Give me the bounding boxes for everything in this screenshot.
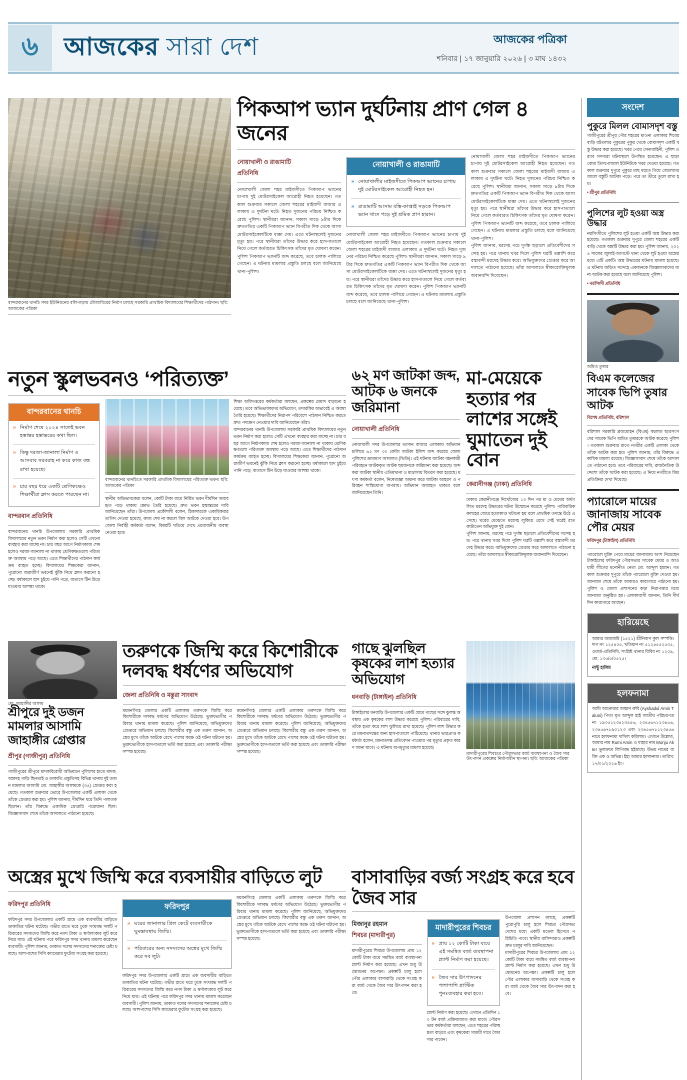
compost-body-1: মাদারীপুরের শিবচর উপজেলায় প্রায় ১২ কোটি টাকা ব্যয়ে সমন্বিত বর্জ্য ব্যবস্থাপনা প্ল্যান্ট নির্মাণ করা হয়েছে। এখন শুধু উদ্বোধনের অপেক্ষা। প্রকল্পটি চালু হলে পৌর এলাকার বাসাবাড়ি থেকে সংগ্রহ করা বর্জ্য থেকে জৈব সার উৎপাদন করা হবে। [351,948,422,995]
rail-item-2-source: • নরসিংদী প্রতিনিধি [586,280,621,286]
loot-bullet-box-header: ফরিদপুর [123,900,230,917]
divider [105,492,228,493]
school-col-3 [234,399,346,590]
vp-byline: বিশেষ প্রতিনিধি, বরিশাল [586,414,629,420]
compost-byline-location: শিবচর (মাদারীপুর) [351,933,395,940]
lead-bullet-box [346,157,466,227]
jatka-byline [352,424,461,435]
loot-bullet-box [122,899,231,969]
masthead [8,22,679,72]
divider [8,765,117,766]
rail-item-2-title: পুলিশের লুট হওয়া অস্ত্র উদ্ধার [586,208,665,229]
compost-photo-block [466,641,575,868]
compost-body-3: উপজেলা প্রশাসন বলছে, প্রকল্পটি পুরোপুরি চালু হলে শিবচর পৌরসভা দেশের মধ্যে একটি মডেল হিসেবে পরিচিতি পাবে। স্থানীয় বাসিন্দারাও প্রকল্পটি দ্রুত চালুর দাবি জানিয়েছেন। [505,915,575,948]
loot-col-3 [237,895,346,1015]
hostage-columns [123,708,346,756]
loot-body-1: ফরিদপুর সদর উপজেলার একটি গ্রামে এক ব্যবসায়ীর বাড়িতে ডাকাতির ঘটনা ঘটেছে। গভীর রাতে ঘরে ঢুকে সংঘবদ্ধ দলটি পরিবারের সদস্যদের জিম্মি করে নগদ টাকা ও স্বর্ণালংকার লুট করে নিয়ে যায়। এই ঘটনায় পরে ফরিদপুর সদর থানায় মামলা করেছেন ব্যবসায়ী। পুলিশ জানায়, ডাকাত দলের সদস্যদের শনাক্তের চেষ্টা চলছে। আশপাশের সিসি ক্যামেরার ফুটেজ সংগ্রহ করা হয়েছে। [8,916,118,957]
compost-bullet-box [427,919,500,1005]
hostage-headline: তরুণকে জিম্মি করে কিশোরীকে দলবদ্ধ ধর্ষণের অভিযোগ [122,640,338,682]
school-photo-caption: বান্দরবানের থানচিতে সরকারি প্রাথমিক বিদ্যালয়ের পরিত্যক্ত ভবন। ছবি: আজকের পত্রিকা [105,477,229,488]
divider [587,293,679,295]
classroom-photo-caption: বান্দরবানের থানচি সদর ইউনিয়নের বলিপাড়ায় মৌজাবিয়ের নির্মাণ চলছে সরকারি প্রাথমিক বিদ্যালয়ের শিক্ষার্থীদের পাঠদান। ছবি: আজকের পত্রিকা [8,300,228,311]
lead-columns [237,153,575,306]
compost-plant-photo [466,641,575,749]
parole-byline-role: প্রতিনিধি [619,537,635,543]
rail-parole-story [587,496,679,607]
masthead-date: শনিবার | ১৭ জানুয়ারি ২০২৬ | ৩ মাঘ ১৪৩২ [436,56,567,63]
parole-byline [587,538,679,545]
lost-notice-box [587,613,679,678]
divider [8,891,346,892]
loot-headline: অস্ত্রের মুখে জিম্মি করে ব্যবসায়ীর বাড়িতে লুট [8,867,322,888]
farmer-byline-location: ধনবাড়ি (টাঙ্গাইল) [351,695,394,702]
divider [123,704,346,705]
murder-body-2: পুলিশ জানায়, মরদেহ পচে দুর্গন্ধ ছড়ালে প্রতিবেশীদের সন্দেহ হয়। পরে থানায় খবর দিলে পুলিশ ঘরটি তল্লাশি করে বস্তাবন্দী মরদেহ উদ্ধার করে। অভিযুক্তদের গ্রেপ্তার করে আদালতে পাঠানো হয়েছে। তাঁরা আদালতে স্বীকারোক্তিমূলক জবানবন্দি দিয়েছেন। [466,531,575,557]
murder-byline-location: কেরানীগঞ্জ (ঢাকা) [466,481,510,488]
farmer-byline-role: প্রতিনিধি [395,695,417,702]
rail-item-1-body: গাজীপুরের শ্রীপুর পৌর শহরের মাওনা এলাকার শিবের বাড়ি বটতলার পুকুরের পুকুর থেকে বোমাসদৃশ একটি বস্তু উদ্ধার করা হয়েছে। খবর পেয়ে সেনাবাহিনী, পুলিশ ও র‍্যাব সদস্যরা ঘটনাস্থলে উপস্থিত হয়েছেন। এ ছাড়া বোমা ডিসপোজাল ইউনিটকে খবর দেওয়া হয়েছে। গতকাল শুক্রবার দুপুরে পুকুরে মাছ ধরতে গিয়ে জেলেদের জালে বস্তুটি আটকা পড়ে। পরে তা তীরে তুলে রাখা হয়। [586,133,679,187]
lead-bullet-box-header: নোয়াখালী ও রাঙামাটি [347,158,465,175]
divider [587,425,679,426]
compost-col-2 [427,915,500,1044]
divider [8,395,346,396]
rail-item-2 [587,208,679,288]
loot-columns [8,895,346,1015]
sripur-headline: শ্রীপুরে দুই ডজন মামলার আসামি জাহাঙ্গীর গ্রেপ্তার [8,705,86,747]
divider [237,149,575,150]
school-bullet-list [9,421,99,505]
lead-col-1 [237,153,341,306]
vp-photo-caption: অমিত তুষার [586,363,609,369]
lead-body-1: নোয়াখালী জেলা শহর মাইজদীতে পিকআপ ভ্যানের চাপায় দুই মোটরসাইকেল আরোহী নিহত হয়েছেন। গতকাল শুক্রবার সকালে জেলা শহরের মাইজদী বাজার এলাকায় এ দুর্ঘটনা ঘটে। নিহত দুজনের পরিচয় নিশ্চিত করেছে পুলিশ। স্থানীয়রা জানান, সকাল সাড়ে ৯টার দিকে দ্রুতগতির একটি পিকআপ ভ্যান বিপরীত দিক থেকে আসা মোটরসাইকেলটিকে ধাক্কা দেয়। এতে ঘটনাস্থলেই দুজনের মৃত্যু হয়। পরে স্থানীয়রা তাঁদের উদ্ধার করে হাসপাতালে নিয়ে গেলে কর্তব্যরত চিকিৎসক তাঁদের মৃত ঘোষণা করেন। পুলিশ পিকআপ ভ্যানটি জব্দ করেছে, তবে চালক পালিয়ে গেছেন। এ ঘটনায় মামলার প্রস্তুতি চলছে বলে জানিয়েছে থানা-পুলিশ। [237,186,342,274]
school-byline [8,511,100,522]
newspaper-page [0,22,687,1080]
divider [587,202,679,203]
compost-headline: বাসাবাড়ির বর্জ্য সংগ্রহ করে হবে জৈব সার [351,867,575,908]
list-item: » পরিবারের অন্য সদস্যদের অস্ত্রের মুখে জিম্মি করে সব লুট। [127,940,226,961]
compost-body-4: মাদারীপুরের শিবচর উপজেলায় প্রায় ১২ কোটি টাকা ব্যয়ে সমন্বিত বর্জ্য ব্যবস্থাপনা প্ল্যান্ট নির্মাণ করা হয়েছে। এখন শুধু উদ্বোধনের অপেক্ষা। প্রকল্পটি চালু হলে পৌর এলাকার বাসাবাড়ি থেকে সংগ্রহ করা বর্জ্য থেকে জৈব সার উৎপাদন করা হবে। [505,949,575,996]
lead-byline-location: নোয়াখালী ও রাঙামাটি [237,159,292,166]
farmer-story [352,641,461,868]
lead-bullet-list [347,175,465,226]
loot-byline [8,899,117,910]
rail-vp-story [587,300,679,484]
lead-col-3 [471,153,575,306]
loot-col-2 [122,895,231,1015]
lead-col-2 [346,153,466,306]
divider [466,493,575,494]
school-bullet-box-header: বান্দরবানের থানচি [9,404,99,421]
divider [352,911,575,912]
sripur-byline [8,751,117,762]
sripur-byline-role: প্রতিনিধি [49,754,71,761]
farmer-byline [352,692,461,703]
divider [352,438,461,439]
content-grid [8,98,679,1080]
compost-col-3 [505,915,575,1044]
jatka-byline-location: নোয়াখালী প্রতিনিধি [351,427,400,434]
school-columns [8,399,346,590]
school-body-1: বান্দরবানের থানচি উপজেলায় সরকারি প্রাথমিক বিদ্যালয়ের নতুন ভবন নির্মাণ করা হলেও সেটি এখনো ব্যবহার করা যাচ্ছে না। চার বছর আগে নির্মাণকাজ শেষ হলেও দরজা-জানালা না থাকায় শ্রেণিকক্ষগুলো পরিত্যক্ত অবস্থায় পড়ে আছে। এতে শিক্ষার্থীদের পাঠদান কার্যক্রম ব্যাহত হচ্ছে। বিদ্যালয়ের শিক্ষকেরা জানান, পুরোনো জরাজীর্ণ ভবনেই ঝুঁকি নিয়ে ক্লাস করানো হচ্ছে। বর্ষাকালে ছাদ চুইয়ে পানি পড়ে, বাতাসে টিন উড়ে যাওয়ার আশঙ্কা থাকে। [8,528,101,589]
list-item: » রাঙামাটি আসাম বস্তি-কাপ্তাই সড়কে পিকআপ ভ্যান খাদে পড়ে দুই শ্রমিক প্রাণ হারান। [351,198,461,219]
list-item: » ঘরের জানালার গ্রিল কেটে ব্যবসায়ীকে ঘুমন্তাবস্থায় জিম্মি। [127,920,226,936]
divider [352,944,422,945]
rail-item-1-title: পুকুরে মিলল বোমাসদৃশ বস্তু [586,121,678,131]
compost-col-1 [352,915,422,1044]
school-headline: নতুন স্কুলভবনও ‘পরিত্যক্ত’ [8,368,229,392]
divider [8,525,100,526]
sripur-story [8,641,117,868]
lead-photo-block [8,98,231,368]
list-item: » নোয়াখালীর মাইজদীতে পিকআপ ভ্যানের চাপায় দুই মোটরসাইকেল আরোহী নিহত হন। [351,178,461,194]
loot-col-1 [8,895,117,1015]
loot-body-2: ফরিদপুর সদর উপজেলার একটি গ্রামে এক ব্যবসায়ীর বাড়িতে ডাকাতির ঘটনা ঘটেছে। গভীর রাতে ঘরে ঢুকে সংঘবদ্ধ দলটি পরিবারের সদস্যদের জিম্মি করে নগদ টাকা ও স্বর্ণালংকার লুট করে নিয়ে যায়। এই ঘটনায় পরে ফরিদপুর সদর থানায় মামলা করেছেন ব্যবসায়ী। পুলিশ জানায়, ডাকাত দলের সদস্যদের শনাক্তের চেষ্টা চলছে। আশপাশের সিসি ক্যামেরার ফুটেজ সংগ্রহ করা হয়েছে। [122,973,232,1013]
vp-portrait-photo [587,300,679,362]
lead-byline [237,157,341,179]
divider [466,474,575,475]
lead-headline: পিকআপ ভ্যান দুর্ঘটনায় প্রাণ গেল ৪ জনের [237,98,529,145]
loot-story [8,867,346,1080]
school-bullet-box [8,403,100,506]
page-title [64,27,259,70]
lead-body-4: পুলিশ জানায়, মরদেহ পচে দুর্গন্ধ ছড়ালে প্রতিবেশীদের সন্দেহ হয়। পরে থানায় খবর দিলে পুলিশ ঘরটি তল্লাশি করে বস্তাবন্দী মরদেহ উদ্ধার করে। অভিযুক্তদের গ্রেপ্তার করে আদালতে পাঠানো হয়েছে। তাঁরা আদালতে স্বীকারোক্তিমূলক জবানবন্দি দিয়েছেন। [470,243,575,278]
murder-body-1: ঢাকার কেরানীগঞ্জে নিখোঁজের ১৩ দিন পর মা ও মেয়ের অর্ধগলিত মরদেহ উদ্ধারের ঘটনা উন্মোচন করেছে পুলিশ। পারিবারিক কলহের জেরে হত্যাকাণ্ড ঘটানো হয় বলে প্রাথমিক তদন্তে উঠে এসেছে। ঘরের মেঝেতে মরদেহ লুকিয়ে রেখে সেই ঘরেই রাত কাটাতেন অভিযুক্ত দুই বোন। [466,496,575,530]
compost-bullet-list [428,937,499,1004]
masthead-meta [437,31,679,65]
compost-photo-caption: মাদারীপুরের শিবচরে পৌরসভার বর্জ্য ব্যবস্থাপনা ও জৈব সার উৎপাদন প্রকল্পের নির্মাণাধীন স্থাপনা। ছবি: আজকের পত্রিকা [466,750,570,762]
murder-byline-role: প্রতিনিধি [510,481,532,488]
list-item: » প্রায় ১২ কোটি টাকা ব্যয়ে এই সমন্বিত বর্জ্য ব্যবস্থাপনা প্ল্যান্ট নির্মাণ করা হয়েছে। [432,940,495,964]
murder-story [466,368,575,640]
compost-columns [352,915,575,1044]
affidavit-body-wrap [588,706,678,772]
divider [8,913,117,914]
vp-body: বরিশাল সরকারি ব্রজমোহন (বিএম) কলেজ ছাত্রসংসদের সাবেক ভিপি অমিত তুষারকে আটক করেছে পুলিশ। গতকাল শুক্রবার রাতে নগরীর একটি এলাকা থেকে তাঁকে আটক করা হয়। পুলিশ জানায়, তাঁর বিরুদ্ধে একাধিক মামলা রয়েছে। জিজ্ঞাসাবাদ শেষে তাঁকে আদালতে পাঠানো হবে। তবে পরিবারের দাবি, রাজনৈতিক উদ্দেশ্যে তাঁকে আটক করা হয়েছে। এ নিয়ে নগরীতে মিশ্র প্রতিক্রিয়া দেখা দিয়েছে। [586,428,679,483]
divider [8,314,231,315]
rail-item-1 [587,121,679,197]
school-body-2: স্থানীয় অভিভাবকেরা বলেন, কোটি টাকা ব্যয়ে নির্মিত ভবন দীর্ঘদিন অব্যবহৃত পড়ে থাকায় ক্ষোভ তৈরি হয়েছে। দ্রুত ভবন হস্তান্তরের দাবি জানিয়েছেন তাঁরা। উপজেলা প্রকৌশলী বলেন, ঠিকাদারকে একাধিকবার তাগিদ দেওয়া হয়েছে, কাজ শেষ না করলে বিল আটকে দেওয়া হবে। উপজেলা নির্বাহী কর্মকর্তা বলেন, বিষয়টি খতিয়ে দেখে প্রয়োজনীয় ব্যবস্থা নেওয়া হবে। [105,495,229,536]
right-rail [581,98,679,1080]
school-body-4: বান্দরবানের থানচি উপজেলায় সরকারি প্রাথমিক বিদ্যালয়ের নতুন ভবন নির্মাণ করা হলেও সেটি এখনো ব্যবহার করা যাচ্ছে না। চার বছর আগে নির্মাণকাজ শেষ হলেও দরজা-জানালা না থাকায় শ্রেণিকক্ষগুলো পরিত্যক্ত অবস্থায় পড়ে আছে। এতে শিক্ষার্থীদের পাঠদান কার্যক্রম ব্যাহত হচ্ছে। বিদ্যালয়ের শিক্ষকেরা জানান, পুরোনো জরাজীর্ণ ভবনেই ঝুঁকি নিয়ে ক্লাস করানো হচ্ছে। বর্ষাকালে ছাদ চুইয়ে পানি পড়ে, বাতাসে টিন উড়ে যাওয়ার আশঙ্কা থাকে। [233,426,346,474]
compost-bullet-box-header: মাদারীপুরের শিবচর [428,920,499,937]
affidavit-body: আমি আনোয়ার জাহান রুবি (Ayshadul Amin Taluni) পিতা মৃত আব্দুল হাই জাতীয় পরিচয়পত্র নং ১৯৩৫১২৩৪২৩৪৫৬, ২৩৪৫৬৭১২৩৪৫৬, ২৩৪৫৬৭৮৯০১২৩ এবং ২৩৪৫৬৭৮১২৩৪৫৬ নামে হলফনামা দাখিল করিলাম। এখানে উল্লেখ্য, আমার নাম Rumi Amin ও যাহার নাম Monju Akter ভুলক্রমে লিপিবদ্ধ হইয়াছে। উভয় নামের ব্যক্তি এক ও অভিন্ন। ইহা আমার হলফনামা। তারিখ: ১৭/০১/২০২৬ ইং। [591,706,674,767]
lost-notice-body: আমার জমাজমি (১৫২১) শ্রীনিবাস কুল সম্পত্তি। দাগ নং ১২৫৪০৫, খতিয়ান নং ৫১২৪৫৫২৫০৫, ওয়ার্ড-প্রতিনিধি, সংশ্লিষ্ট থানার বিবিধ নং ১২০৯, মো. ১৩৫/৫/০৫২৫। [591,635,674,662]
sripur-portrait-photo [8,641,117,699]
masthead-title-thin: সারা দেশ [166,32,259,61]
parole-byline-location: ফরিদপুর (টাঙ্গাইল) [586,537,619,543]
hostage-byline [123,690,346,701]
page-number-badge: ৬ [8,25,52,71]
jatka-story [352,368,461,640]
divider [587,548,679,549]
jatka-body: নোয়াখালী সদর উপজেলার ভাসান বাজার এলাকায় অভিযান চালিয়ে ৬২ মণ ৩০ কেজি জাটকা ইলিশ জব্দ করেছে জেলা পুলিশের ভ্রাম্যমাণ আদালত (ভিডি)। এই ঘটনায় জাটকা বহনকারী পরিবহনে আটককৃত আটক ছয়জনকে জরিমানা করা হয়েছে। জব্দ করা জাটকা স্থানীয় এতিমখানা ও মাদ্রাসায় বিতরণ করা হয়েছে। মৎস্য কর্মকর্তা বলেন, নিষেধাজ্ঞা অমান্য করে জাটকা আহরণ ও পরিবহন শাস্তিযোগ্য অপরাধ। অভিযান অব্যাহত থাকবে বলে জানিয়েছেন তিনি। [351,442,461,496]
hostage-body-1: ময়মনসিংহ জেলার একটি এলাকায় তরুণকে জিম্মি করে কিশোরীকে দলবদ্ধ ধর্ষণের অভিযোগ উঠেছে। ভুক্তভোগীর পরিবার থানায় মামলা করেছে। পুলিশ জানিয়েছে, অভিযুক্তদের গ্রেপ্তারে অভিযান চলছে। কিশোরীর বন্ধু এক তরুণ জানান, অস্ত্রের মুখে তাঁকে আটকে রেখে পাশের কক্ষে ওই ঘটনা ঘটানো হয়। ভুক্তভোগীকে হাসপাতালে ভর্তি করা হয়েছে এবং ডাক্তারি পরীক্ষা সম্পন্ন হয়েছে। [122,707,232,754]
divider [352,706,461,707]
compost-byline [352,919,422,941]
murder-headline: মা-মেয়েকে হত্যার পর লাশের সঙ্গেই ঘুমাতেন দুই বোন [466,368,557,471]
school-col-2 [105,399,228,590]
parole-body: প্যারোলে মুক্তি পেয়ে মায়ের জানাজায় অংশ নিয়েছেন টাঙ্গাইলের ফরিদপুর পৌরসভার সাবেক মেয়র ও আওয়ামী লীগের মনোনীত নেতা মো. আব্দুল হান্নান। গতকাল শুক্রবার দুপুরে তাঁকে প্যারোলে মুক্তি দেওয়া হয়। জানাজা শেষে তাঁকে আবারও কারাগারে পাঠানো হয়। পুলিশ ও জেলা প্রশাসনের কড়া নিরাপত্তার মধ্যে জানাজা অনুষ্ঠিত হয়। এলাকাবাসী জানান, তিনি দীর্ঘদিন কারাগারে আছেন। [586,551,679,605]
divider [123,685,346,686]
lost-notice-header: হারিয়েছে [588,614,678,633]
loot-bullet-list [123,917,230,968]
compost-story [352,867,575,1080]
lead-byline-role: প্রতিনিধি [237,170,259,177]
school-building-photo [105,399,228,475]
farmer-headline: গাছে ঝুলছিল কৃষকের লাশ হত্যার অভিযোগ [351,639,455,688]
sripur-body: গাজীপুরের শ্রীপুরে মাদকবিরোধী অভিযানে পুলিশের হাতে মাদক, অস্ত্রসহ গাড়ি ছিনতাই ও ডাকাতি প্রস্তুতিসহ বিভিন্ন থানায় দুই ডজন মামলার আসামি মো. জাহাঙ্গীর আলমকে (৩৫) গ্রেপ্তার করা হয়েছে। গতকাল শুক্রবার ভোরে উপজেলার একটি এলাকা থেকে তাঁকে গ্রেপ্তার করা হয়। পুলিশ জানায়, দীর্ঘদিন ধরে তিনি পলাতক ছিলেন। তাঁর বিরুদ্ধে একাধিক গ্রেপ্তারি পরোয়ানা ছিল। জিজ্ঞাসাবাদ শেষে তাঁকে আদালতে পাঠানো হয়েছে। [8,769,117,816]
rail-item-1-source: • শ্রীপুর প্রতিনিধি [586,190,616,196]
hostage-body-2: ময়মনসিংহ জেলার একটি এলাকায় তরুণকে জিম্মি করে কিশোরীকে দলবদ্ধ ধর্ষণের অভিযোগ উঠেছে। ভুক্তভোগীর পরিবার থানায় মামলা করেছে। পুলিশ জানিয়েছে, অভিযুক্তদের গ্রেপ্তারে অভিযান চলছে। কিশোরীর বন্ধু এক তরুণ জানান, অস্ত্রের মুখে তাঁকে আটকে রেখে পাশের কক্ষে ওই ঘটনা ঘটানো হয়। ভুক্তভোগীকে হাসপাতালে ভর্তি করা হয়েছে এবং ডাক্তারি পরীক্ষা সম্পন্ন হয়েছে। [236,707,346,754]
list-item: » কিন্তু দরজা-জানালা নির্মাণ ও আসবাব সরবরাহ না করে কাজ বন্ধ রাখা হয়েছে। [13,444,95,473]
hostage-story [123,641,346,868]
rail-header-songdesh: সংদেশ [587,98,679,117]
school-story [8,368,346,640]
vp-headline: বিএম কলেজের সাবেক ভিপি তুষার আটক [586,373,668,412]
hostage-byline-location: জেলা প্রতিনিধি ও মন্তুরা সাংবাদ [122,692,198,699]
divider [587,489,679,491]
masthead-rule [8,72,679,74]
lost-notice-body-wrap [588,636,678,677]
list-item: » জৈব সার উৎপাদনের পাশাপাশি প্লাস্টিক পুনঃব্যবহার করা হবে। [432,969,495,998]
farmer-body: টাঙ্গাইলের ধনবাড়ি উপজেলার একটি গ্রামে গাছের সঙ্গে ঝুলন্ত অবস্থায় এক কৃষকের লাশ উদ্ধার করেছে পুলিশ। পরিবারের দাবি, তাঁকে হত্যা করে লাশ ঝুলিয়ে রাখা হয়েছে। পুলিশ লাশ উদ্ধার করে ময়নাতদন্তের জন্য হাসপাতালে পাঠিয়েছে। থানার ভারপ্রাপ্ত কর্মকর্তা বলেন, ময়নাতদন্ত প্রতিবেদন পাওয়ার পর মৃত্যুর প্রকৃত কারণ জানা যাবে। এ ঘটনায় অপমৃত্যুর মামলা হয়েছে। [351,710,461,750]
masthead-brand: আজকের পত্রিকা [493,34,567,46]
divider [352,419,461,420]
compost-byline-author: মিজানুর রহমান [351,922,388,929]
compost-body-2: প্ল্যান্ট নির্মাণ করা হয়েছে। এখানে প্রতিদিন ১০ টন বর্জ্য প্রক্রিয়াজাত করা যাবে। পৌরসভার কর্মকর্তারা বলছেন, এতে শহরের পরিচ্ছন্নতা বাড়বে এবং কৃষকেরা সাশ্রয়ী দামে জৈব সার পাবেন। [426,1009,501,1043]
lost-notice-signature: নান্টু হালিম [591,665,611,671]
school-col-1 [8,399,100,590]
rail-item-2-body: নরসিংদীতে পুলিশের লুট হওয়া একটি অস্ত্র উদ্ধার করা হয়েছে। গতকাল শুক্রবার দুপুরে জেলা শহরের একটি বাড়ি থেকে অস্ত্রটি উদ্ধার করা হয়। পুলিশ জানায়, ২০২৪ সালের জুলাই-আগস্টে থানা থেকে লুট হওয়া অস্ত্রের মধ্যে এটি একটি। অস্ত্র উদ্ধারের ঘটনায় মামলা হয়েছে। এ ঘটনায় জড়িত সন্দেহে একজনকে জিজ্ঞাসাবাদের জন্য আটক করা হয়েছে বলে জানিয়েছে পুলিশ। [586,230,679,277]
divider [237,182,341,183]
jatka-headline: ৬২ মণ জাটকা জব্দ, আটক ৬ জনকে জরিমানা [351,367,460,416]
sripur-photo-caption: মো. জাহাঙ্গীর আলম [8,700,44,706]
loot-byline-location: ফরিদপুর প্রতিনিধি [8,901,51,908]
lead-body-2: নোয়াখালী জেলা শহর মাইজদীতে পিকআপ ভ্যানের চাপায় দুই মোটরসাইকেল আরোহী নিহত হয়েছেন। গতকাল শুক্রবার সকালে জেলা শহরের মাইজদী বাজার এলাকায় এ দুর্ঘটনা ঘটে। নিহত দুজনের পরিচয় নিশ্চিত করেছে পুলিশ। স্থানীয়রা জানান, সকাল সাড়ে ৯টার দিকে দ্রুতগতির একটি পিকআপ ভ্যান বিপরীত দিক থেকে আসা মোটরসাইকেলটিকে ধাক্কা দেয়। এতে ঘটনাস্থলেই দুজনের মৃত্যু হয়। পরে স্থানীয়রা তাঁদের উদ্ধার করে হাসপাতালে নিয়ে গেলে কর্তব্যরত চিকিৎসক তাঁদের মৃত ঘোষণা করেন। পুলিশ পিকআপ ভ্যানটি জব্দ করেছে, তবে চালক পালিয়ে গেছেন। এ ঘটনায় মামলার প্রস্তুতি চলছে বলে জানিয়েছে থানা-পুলিশ। [346,232,466,305]
sripur-byline-location: শ্রীপুর (গাজীপুর) [8,754,48,761]
lead-body-3: নোয়াখালী জেলা শহর মাইজদীতে পিকআপ ভ্যানের চাপায় দুই মোটরসাইকেল আরোহী নিহত হয়েছেন। গতকাল শুক্রবার সকালে জেলা শহরের মাইজদী বাজার এলাকায় এ দুর্ঘটনা ঘটে। নিহত দুজনের পরিচয় নিশ্চিত করেছে পুলিশ। স্থানীয়রা জানান, সকাল সাড়ে ৯টার দিকে দ্রুতগতির একটি পিকআপ ভ্যান বিপরীত দিক থেকে আসা মোটরসাইকেলটিকে ধাক্কা দেয়। এতে ঘটনাস্থলেই দুজনের মৃত্যু হয়। পরে স্থানীয়রা তাঁদের উদ্ধার করে হাসপাতালে নিয়ে গেলে কর্তব্যরত চিকিৎসক তাঁদের মৃত ঘোষণা করেন। পুলিশ পিকআপ ভ্যানটি জব্দ করেছে, তবে চালক পালিয়ে গেছেন। এ ঘটনায় মামলার প্রস্তুতি চলছে বলে জানিয়েছে থানা-পুলিশ। [470,153,575,241]
lead-story [237,98,575,368]
school-byline-location: বান্দরবান প্রতিনিধি [8,513,53,520]
parole-headline: প্যারোলে মায়ের জানাজায় সাবেক পৌর মেয়র [586,495,662,535]
masthead-title-bold: আজকের [64,32,159,61]
affidavit-box [587,683,679,773]
classroom-photo [8,98,231,298]
loot-body-3: ময়মনসিংহ জেলার একটি এলাকায় তরুণকে জিম্মি করে কিশোরীকে দলবদ্ধ ধর্ষণের অভিযোগ উঠেছে। ভুক্তভোগীর পরিবার থানায় মামলা করেছে। পুলিশ জানিয়েছে, অভিযুক্তদের গ্রেপ্তারে অভিযান চলছে। কিশোরীর বন্ধু এক তরুণ জানান, অস্ত্রের মুখে তাঁকে আটকে রেখে পাশের কক্ষে ওই ঘটনা ঘটানো হয়। ভুক্তভোগীকে হাসপাতালে ভর্তি করা হয়েছে এবং ডাক্তারি পরীক্ষা সম্পন্ন হয়েছে। [236,894,346,942]
murder-byline [466,479,575,490]
list-item: » নির্মাণ শেষে ২০২৪ সালেই ভবন হস্তান্তর হস্তান্তরের কথা ছিল। [13,424,95,440]
list-item: » চার বছর ধরে একটি শ্রেণিকক্ষেও শিক্ষার্থীরা ক্লাস করতে পারছেন না। [13,478,95,499]
affidavit-header: হলফনামা [588,684,678,703]
school-body-3: শিক্ষা অধিদপ্তরের কর্মকর্তারা বলছেন, প্রকল্পের মেয়াদ বাড়ানো হয়েছে। তবে অভিভাবকদের অভিযোগ, তদারকির অভাবেই এ অবস্থা তৈরি হয়েছে। শিক্ষার্থীদের নিরাপদ পরিবেশে পাঠদান নিশ্চিত করতে দ্রুত পদক্ষেপ নেওয়ার দাবি জানিয়েছেন তাঁরা। [233,399,346,425]
